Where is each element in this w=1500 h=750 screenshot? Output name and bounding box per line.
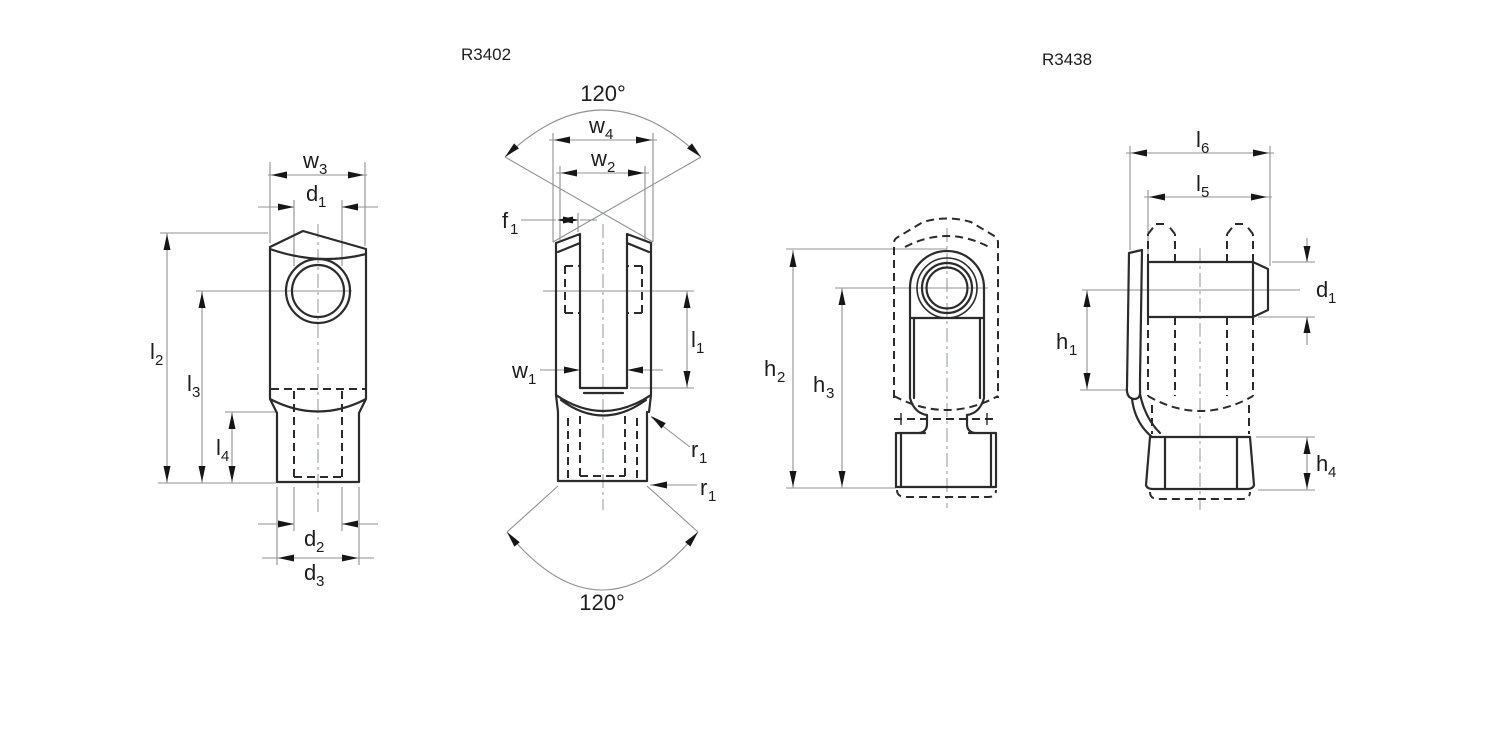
view-rod-eye-front: [764, 219, 998, 509]
dim-label-l4-sub: 4: [221, 448, 230, 465]
dimension-arrows: [790, 251, 846, 487]
dim-label-r1-upper-sub: 1: [699, 450, 708, 467]
dim-label-w4: w: [589, 113, 605, 138]
dim-label-w1-sub: 1: [528, 371, 537, 388]
dim-label-d1-side-sub: 1: [1328, 290, 1337, 307]
part-code-right: R3438: [1042, 50, 1093, 69]
dim-label-w3: w: [303, 148, 319, 173]
dim-label-l6: l: [1196, 127, 1201, 152]
dim-label-l3: l: [187, 371, 192, 396]
dim-label-d3: d: [304, 560, 317, 585]
dim-label-l4: l: [216, 435, 221, 460]
dim-label-l6-sub: 6: [1201, 140, 1210, 157]
dim-label-h4: h: [1316, 451, 1329, 476]
dim-label-h4-sub: 4: [1328, 464, 1337, 481]
dim-label-r1-lower-sub: 1: [708, 488, 717, 505]
dim-label-d1-sub: 1: [318, 194, 327, 211]
angle-label-bottom: 120°: [579, 590, 625, 615]
dim-label-d2-sub: 2: [316, 539, 325, 556]
dim-label-d1-side: d: [1316, 277, 1329, 302]
dim-label-w3-sub: 3: [319, 161, 328, 178]
dim-label-h3: h: [813, 372, 826, 397]
view-pin-side: [1056, 127, 1336, 510]
dim-label-w1: w: [512, 358, 528, 383]
dim-label-h3-sub: 3: [826, 385, 835, 402]
fork-hidden-lines: [565, 266, 642, 479]
dim-label-h2: h: [764, 356, 777, 381]
r1-leader-lines: [650, 417, 697, 485]
dim-label-f1-sub: 1: [510, 221, 519, 238]
dim-label-h2-sub: 2: [777, 369, 786, 386]
dim-label-d1: d: [306, 181, 319, 206]
dimension-arrows: [164, 172, 365, 562]
spring-clip-outline: [1127, 250, 1160, 437]
dim-label-r1-lower: r: [700, 475, 708, 500]
dim-label-l2-sub: 2: [155, 352, 164, 369]
dim-label-l5: l: [1196, 171, 1201, 196]
dim-label-l1-sub: 1: [696, 340, 705, 357]
dim-label-h1-sub: 1: [1069, 342, 1078, 359]
view-clevis-side: [502, 81, 716, 615]
dim-label-d2: d: [304, 526, 317, 551]
dim-label-l1: l: [691, 327, 696, 352]
dim-label-l3-sub: 3: [192, 384, 201, 401]
dim-label-d3-sub: 3: [316, 573, 325, 590]
cone-120deg-arc-bottom: [507, 532, 698, 590]
angle-label-top: 120°: [580, 81, 626, 106]
dim-label-r1-upper: r: [691, 437, 699, 462]
dim-label-l2: l: [150, 339, 155, 364]
rod-eye-outline: [896, 251, 996, 487]
dimension-extension-lines: [786, 249, 988, 488]
dim-label-w4-sub: 4: [605, 126, 614, 143]
dimension-extension-lines: [158, 162, 378, 565]
dim-label-f1: f: [502, 208, 509, 233]
part-code-left: R3402: [461, 45, 512, 64]
view-clevis-front: [150, 148, 378, 590]
dim-label-l5-sub: 5: [1201, 184, 1210, 201]
dim-label-w2: w: [591, 146, 607, 171]
dim-label-w2-sub: 2: [607, 159, 616, 176]
dim-label-h1: h: [1056, 329, 1069, 354]
